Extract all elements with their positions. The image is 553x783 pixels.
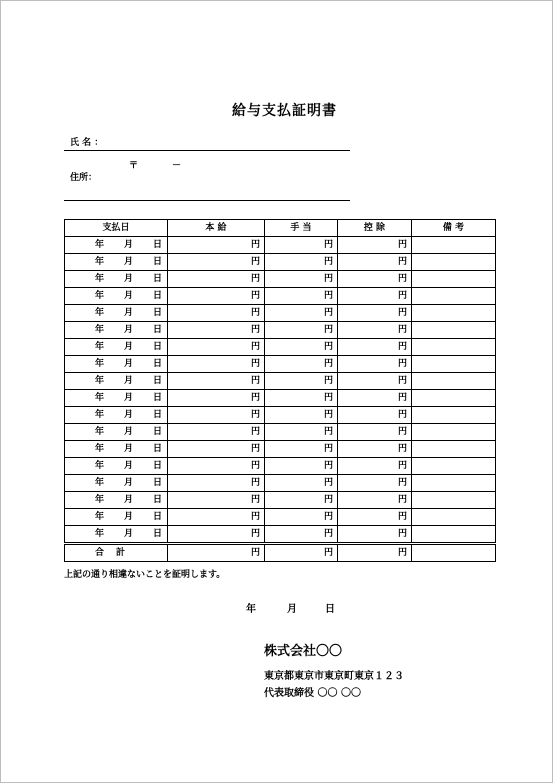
- total-remarks: [412, 544, 496, 562]
- base-salary-cell: 円: [168, 407, 265, 424]
- deduction-cell: 円: [338, 305, 412, 322]
- total-deduction: 円: [338, 544, 412, 562]
- date-month: 月: [124, 393, 134, 403]
- table-row: [65, 288, 496, 305]
- table-row: [65, 305, 496, 322]
- company-name: 株式会社〇〇: [264, 644, 343, 659]
- document-title: 給与支払証明書: [232, 103, 337, 119]
- date-day: 日: [153, 495, 163, 505]
- date-year: 年: [95, 478, 105, 488]
- deduction-cell: 円: [338, 424, 412, 441]
- pay-date-cell: [65, 509, 168, 526]
- date-day: 日: [153, 376, 163, 386]
- table-row: [65, 390, 496, 407]
- table-row: [65, 254, 496, 271]
- deduction-cell: 円: [338, 526, 412, 544]
- deduction-cell: 円: [338, 475, 412, 492]
- pay-date-cell: [65, 339, 168, 356]
- date-year: 年: [95, 427, 105, 437]
- date-day: 日: [153, 342, 163, 352]
- deduction-cell: 円: [338, 509, 412, 526]
- date-year: 年: [95, 274, 105, 284]
- remarks-cell: [412, 271, 496, 288]
- date-day: 日: [153, 410, 163, 420]
- date-day: 日: [153, 359, 163, 369]
- allowance-cell: 円: [265, 322, 338, 339]
- allowance-cell: 円: [265, 458, 338, 475]
- date-year: 年: [95, 291, 105, 301]
- table-row: [65, 492, 496, 509]
- base-salary-cell: 円: [168, 237, 265, 254]
- base-salary-cell: 円: [168, 390, 265, 407]
- remarks-cell: [412, 339, 496, 356]
- date-year: 年: [95, 495, 105, 505]
- table-row: [65, 458, 496, 475]
- pay-date-cell: [65, 492, 168, 509]
- date-year: 年: [95, 512, 105, 522]
- signature-year: 年: [246, 604, 256, 615]
- date-day: 日: [153, 427, 163, 437]
- signature-day: 日: [325, 604, 335, 615]
- table-row: [65, 475, 496, 492]
- date-year: 年: [95, 410, 105, 420]
- allowance-cell: 円: [265, 475, 338, 492]
- table-row: [65, 526, 496, 544]
- certification-text: 上記の通り相違ないことを証明します。: [64, 570, 226, 580]
- table-row: [65, 424, 496, 441]
- signature-month: 月: [287, 604, 297, 615]
- deduction-cell: 円: [338, 322, 412, 339]
- date-month: 月: [124, 427, 134, 437]
- deduction-cell: 円: [338, 492, 412, 509]
- date-month: 月: [124, 444, 134, 454]
- remarks-cell: [412, 254, 496, 271]
- base-salary-cell: 円: [168, 339, 265, 356]
- allowance-cell: 円: [265, 407, 338, 424]
- total-base: 円: [168, 544, 265, 562]
- remarks-cell: [412, 288, 496, 305]
- base-salary-cell: 円: [168, 424, 265, 441]
- remarks-cell: [412, 237, 496, 254]
- total-row: [65, 544, 496, 562]
- date-month: 月: [124, 359, 134, 369]
- deduction-cell: 円: [338, 373, 412, 390]
- allowance-cell: 円: [265, 237, 338, 254]
- date-day: 日: [153, 274, 163, 284]
- date-day: 日: [153, 444, 163, 454]
- pay-date-cell: [65, 322, 168, 339]
- date-year: 年: [95, 359, 105, 369]
- date-year: 年: [95, 240, 105, 250]
- date-year: 年: [95, 257, 105, 267]
- representative: 代表取締役 〇〇 〇〇: [264, 688, 361, 699]
- date-day: 日: [153, 393, 163, 403]
- address-label: 住所：: [70, 173, 98, 183]
- base-salary-cell: 円: [168, 322, 265, 339]
- deduction-cell: 円: [338, 339, 412, 356]
- allowance-cell: 円: [265, 509, 338, 526]
- date-month: 月: [124, 410, 134, 420]
- allowance-cell: 円: [265, 424, 338, 441]
- date-month: 月: [124, 512, 134, 522]
- date-month: 月: [124, 461, 134, 471]
- date-month: 月: [124, 495, 134, 505]
- allowance-cell: 円: [265, 492, 338, 509]
- pay-date-cell: [65, 271, 168, 288]
- base-salary-cell: 円: [168, 305, 265, 322]
- header-pay-date: 支払日: [65, 220, 168, 237]
- date-month: 月: [124, 291, 134, 301]
- date-year: 年: [95, 393, 105, 403]
- allowance-cell: 円: [265, 271, 338, 288]
- pay-date-cell: [65, 441, 168, 458]
- pay-date-cell: [65, 424, 168, 441]
- remarks-cell: [412, 526, 496, 544]
- table-header-row: [65, 220, 496, 237]
- base-salary-cell: 円: [168, 441, 265, 458]
- pay-date-cell: [65, 356, 168, 373]
- date-year: 年: [95, 308, 105, 318]
- base-salary-cell: 円: [168, 373, 265, 390]
- allowance-cell: 円: [265, 288, 338, 305]
- remarks-cell: [412, 373, 496, 390]
- pay-date-cell: [65, 475, 168, 492]
- table-row: [65, 237, 496, 254]
- allowance-cell: 円: [265, 356, 338, 373]
- deduction-cell: 円: [338, 254, 412, 271]
- remarks-cell: [412, 424, 496, 441]
- address-underline: [64, 200, 350, 201]
- table-row: [65, 271, 496, 288]
- table-row: [65, 441, 496, 458]
- table-row: [65, 407, 496, 424]
- date-year: 年: [95, 529, 105, 539]
- remarks-cell: [412, 492, 496, 509]
- pay-date-cell: [65, 458, 168, 475]
- date-year: 年: [95, 376, 105, 386]
- table-row: [65, 509, 496, 526]
- allowance-cell: 円: [265, 373, 338, 390]
- date-day: 日: [153, 240, 163, 250]
- name-underline: [64, 150, 350, 151]
- date-day: 日: [153, 325, 163, 335]
- deduction-cell: 円: [338, 237, 412, 254]
- pay-date-cell: [65, 288, 168, 305]
- date-day: 日: [153, 478, 163, 488]
- total-label: 合計: [65, 544, 168, 562]
- base-salary-cell: 円: [168, 254, 265, 271]
- date-day: 日: [153, 512, 163, 522]
- table-row: [65, 322, 496, 339]
- deduction-cell: 円: [338, 288, 412, 305]
- header-base-salary: 本 給: [168, 220, 265, 237]
- pay-date-cell: [65, 305, 168, 322]
- date-month: 月: [124, 308, 134, 318]
- date-day: 日: [153, 308, 163, 318]
- base-salary-cell: 円: [168, 475, 265, 492]
- remarks-cell: [412, 509, 496, 526]
- remarks-cell: [412, 322, 496, 339]
- date-month: 月: [124, 325, 134, 335]
- base-salary-cell: 円: [168, 356, 265, 373]
- date-month: 月: [124, 376, 134, 386]
- remarks-cell: [412, 356, 496, 373]
- deduction-cell: 円: [338, 390, 412, 407]
- table-row: [65, 373, 496, 390]
- postal-mark: 〒: [129, 161, 139, 171]
- deduction-cell: 円: [338, 458, 412, 475]
- deduction-cell: 円: [338, 441, 412, 458]
- date-month: 月: [124, 274, 134, 284]
- pay-date-cell: [65, 254, 168, 271]
- remarks-cell: [412, 305, 496, 322]
- date-year: 年: [95, 444, 105, 454]
- base-salary-cell: 円: [168, 271, 265, 288]
- total-allowance: 円: [265, 544, 338, 562]
- header-deduction: 控 除: [338, 220, 412, 237]
- date-year: 年: [95, 325, 105, 335]
- deduction-cell: 円: [338, 271, 412, 288]
- pay-date-cell: [65, 407, 168, 424]
- allowance-cell: 円: [265, 390, 338, 407]
- date-month: 月: [124, 529, 134, 539]
- date-year: 年: [95, 461, 105, 471]
- pay-date-cell: [65, 237, 168, 254]
- salary-table: [64, 219, 496, 562]
- base-salary-cell: 円: [168, 458, 265, 475]
- pay-date-cell: [65, 373, 168, 390]
- allowance-cell: 円: [265, 441, 338, 458]
- base-salary-cell: 円: [168, 509, 265, 526]
- name-label: 氏 名 ：: [70, 138, 104, 148]
- postal-dash: －: [172, 161, 182, 171]
- deduction-cell: 円: [338, 356, 412, 373]
- header-allowance: 手 当: [265, 220, 338, 237]
- base-salary-cell: 円: [168, 492, 265, 509]
- pay-date-cell: [65, 390, 168, 407]
- remarks-cell: [412, 441, 496, 458]
- pay-date-cell: [65, 526, 168, 544]
- remarks-cell: [412, 475, 496, 492]
- table-row: [65, 339, 496, 356]
- remarks-cell: [412, 390, 496, 407]
- allowance-cell: 円: [265, 305, 338, 322]
- table-row: [65, 356, 496, 373]
- base-salary-cell: 円: [168, 288, 265, 305]
- date-year: 年: [95, 342, 105, 352]
- date-month: 月: [124, 478, 134, 488]
- date-month: 月: [124, 240, 134, 250]
- allowance-cell: 円: [265, 339, 338, 356]
- remarks-cell: [412, 407, 496, 424]
- base-salary-cell: 円: [168, 526, 265, 544]
- deduction-cell: 円: [338, 407, 412, 424]
- date-day: 日: [153, 291, 163, 301]
- allowance-cell: 円: [265, 526, 338, 544]
- date-day: 日: [153, 257, 163, 267]
- date-month: 月: [124, 342, 134, 352]
- allowance-cell: 円: [265, 254, 338, 271]
- date-day: 日: [153, 461, 163, 471]
- date-month: 月: [124, 257, 134, 267]
- remarks-cell: [412, 458, 496, 475]
- header-remarks: 備 考: [412, 220, 496, 237]
- date-day: 日: [153, 529, 163, 539]
- company-address: 東京都東京市東京町東京１２３: [264, 671, 404, 682]
